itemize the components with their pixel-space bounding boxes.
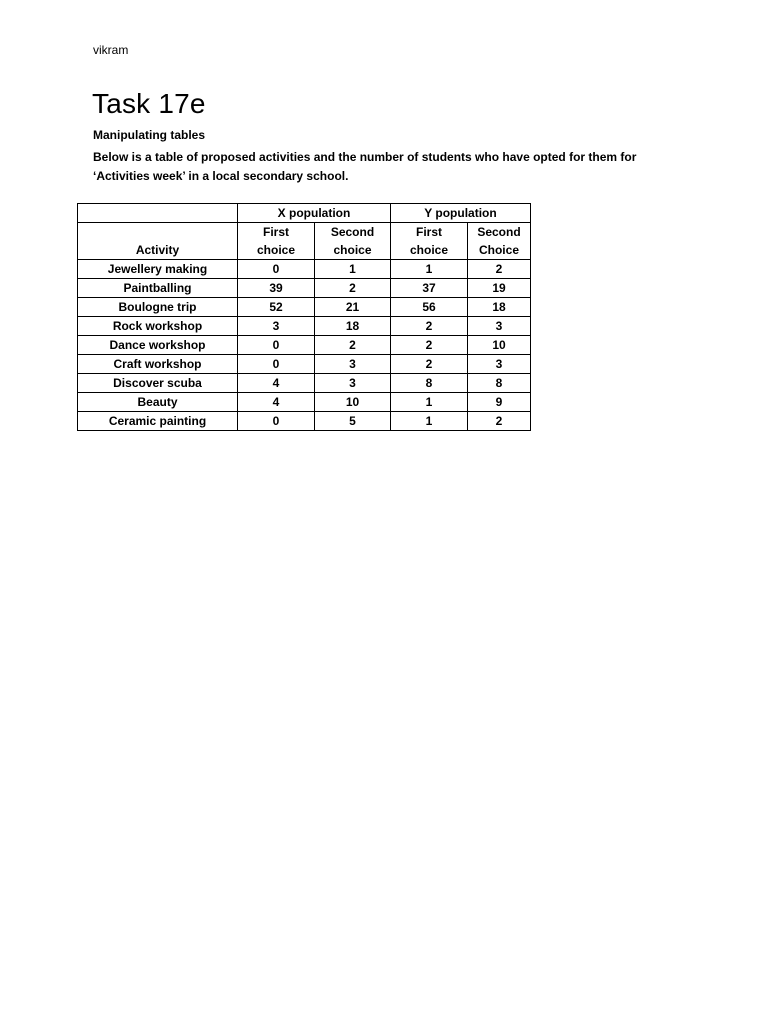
y-population-header: Y population [391,204,531,223]
header-line-1: Second [330,225,375,239]
sub-header-row [78,223,531,260]
value-cell: 1 [391,412,468,431]
header-line-1: Second [477,225,521,239]
value-cell: 0 [238,355,315,374]
table-row [78,393,531,412]
value-cell: 0 [238,260,315,279]
value-cell: 9 [468,393,531,412]
value-cell: 56 [391,298,468,317]
empty-header-cell [78,204,238,223]
value-cell: 21 [315,298,391,317]
value-cell: 19 [468,279,531,298]
header-line-2: choice [409,243,448,257]
y-first-choice-header [391,223,468,260]
value-cell: 2 [468,412,531,431]
table-row [78,412,531,431]
table-row [78,279,531,298]
value-cell: 8 [391,374,468,393]
x-population-header: X population [238,204,391,223]
value-cell: 4 [238,393,315,412]
table-row [78,355,531,374]
value-cell: 18 [315,317,391,336]
activities-table [77,203,531,431]
y-second-choice-header [468,223,531,260]
activity-cell: Craft workshop [78,355,238,374]
header-line-1: First [415,225,442,239]
activity-cell: Paintballing [78,279,238,298]
value-cell: 4 [238,374,315,393]
activity-cell: Jewellery making [78,260,238,279]
value-cell: 37 [391,279,468,298]
value-cell: 2 [391,317,468,336]
header-line-1: First [262,225,289,239]
activity-cell: Boulogne trip [78,298,238,317]
value-cell: 10 [468,336,531,355]
value-cell: 0 [238,336,315,355]
intro-line-2: ‘Activities week’ in a local secondary school. [93,169,349,183]
group-header-row [78,204,531,223]
header-line-2: Choice [478,243,519,257]
header-line-2: choice [333,243,372,257]
table-row [78,260,531,279]
value-cell: 3 [238,317,315,336]
value-cell: 0 [238,412,315,431]
table-row [78,298,531,317]
activity-cell: Ceramic painting [78,412,238,431]
value-cell: 5 [315,412,391,431]
table-row [78,336,531,355]
value-cell: 1 [391,393,468,412]
value-cell: 3 [468,355,531,374]
activity-cell: Discover scuba [78,374,238,393]
value-cell: 2 [391,355,468,374]
page-title: Task 17e [92,88,206,119]
value-cell: 2 [468,260,531,279]
x-second-choice-header [315,223,391,260]
value-cell: 18 [468,298,531,317]
value-cell: 3 [315,355,391,374]
value-cell: 2 [391,336,468,355]
value-cell: 1 [391,260,468,279]
intro-line-1: Below is a table of proposed activities and the number of students who have opted for them for [93,150,637,164]
table-body [78,260,531,431]
subtitle: Manipulating tables [93,128,206,142]
value-cell: 3 [468,317,531,336]
header-line-2: choice [256,243,295,257]
x-first-choice-header [238,223,315,260]
value-cell: 1 [315,260,391,279]
author-name: vikram [93,43,129,57]
activity-cell: Dance workshop [78,336,238,355]
intro-paragraph [93,148,693,186]
value-cell: 39 [238,279,315,298]
value-cell: 8 [468,374,531,393]
activity-header [78,223,238,260]
value-cell: 3 [315,374,391,393]
activity-header-label: Activity [135,243,180,257]
activity-cell: Rock workshop [78,317,238,336]
value-cell: 2 [315,336,391,355]
table-row [78,374,531,393]
value-cell: 52 [238,298,315,317]
value-cell: 10 [315,393,391,412]
table-row [78,317,531,336]
value-cell: 2 [315,279,391,298]
activity-cell: Beauty [78,393,238,412]
